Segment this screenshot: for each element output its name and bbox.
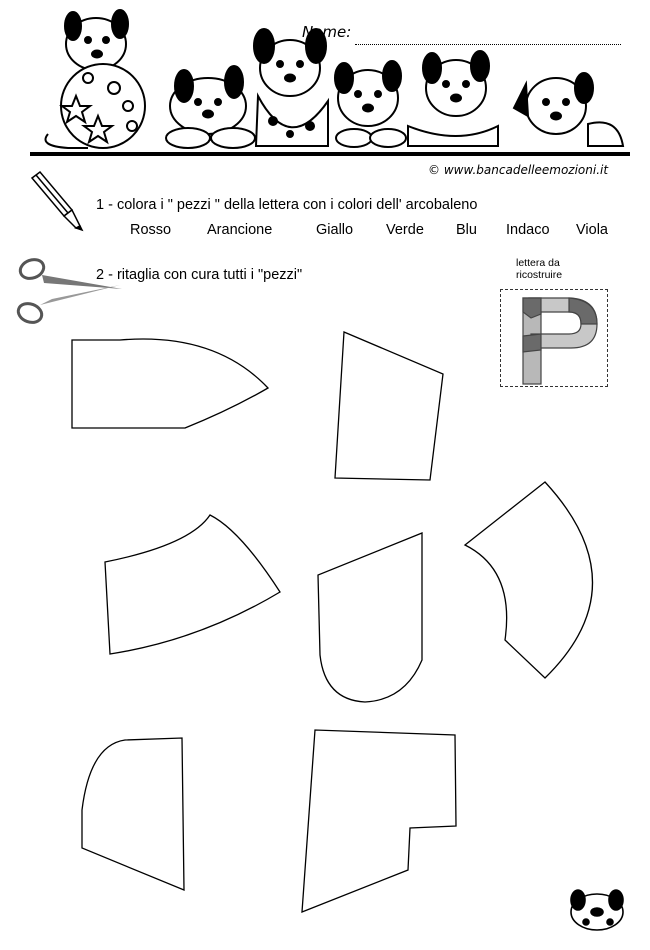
name-label: Nome:: [302, 23, 352, 41]
puzzle-piece[interactable]: [105, 515, 280, 654]
puzzle-piece[interactable]: [302, 730, 456, 912]
puzzle-piece[interactable]: [465, 482, 593, 678]
puzzle-piece[interactable]: [335, 332, 443, 480]
color-word: Giallo: [316, 222, 354, 238]
instruction-step1: 1 - colora i " pezzi " della lettera con i colori dell' arcobaleno: [96, 197, 478, 213]
color-word: Indaco: [506, 222, 550, 238]
color-word: Viola: [576, 222, 608, 238]
color-word: Rosso: [130, 222, 172, 238]
puzzle-piece[interactable]: [82, 738, 184, 890]
puppy-mini-illustration: [566, 882, 628, 934]
puzzle-piece[interactable]: [72, 339, 268, 428]
color-word: Blu: [456, 222, 477, 238]
color-word: Verde: [386, 222, 424, 238]
color-word: Arancione: [207, 222, 273, 238]
copyright-text: © www.bancadelleemozioni.it: [428, 163, 609, 177]
puzzle-piece[interactable]: [318, 533, 422, 702]
instruction-step2: 2 - ritaglia con cura tutti i "pezzi": [96, 267, 303, 283]
target-caption-line2: ricostruire: [516, 269, 563, 281]
target-caption-line1: lettera da: [516, 257, 560, 269]
